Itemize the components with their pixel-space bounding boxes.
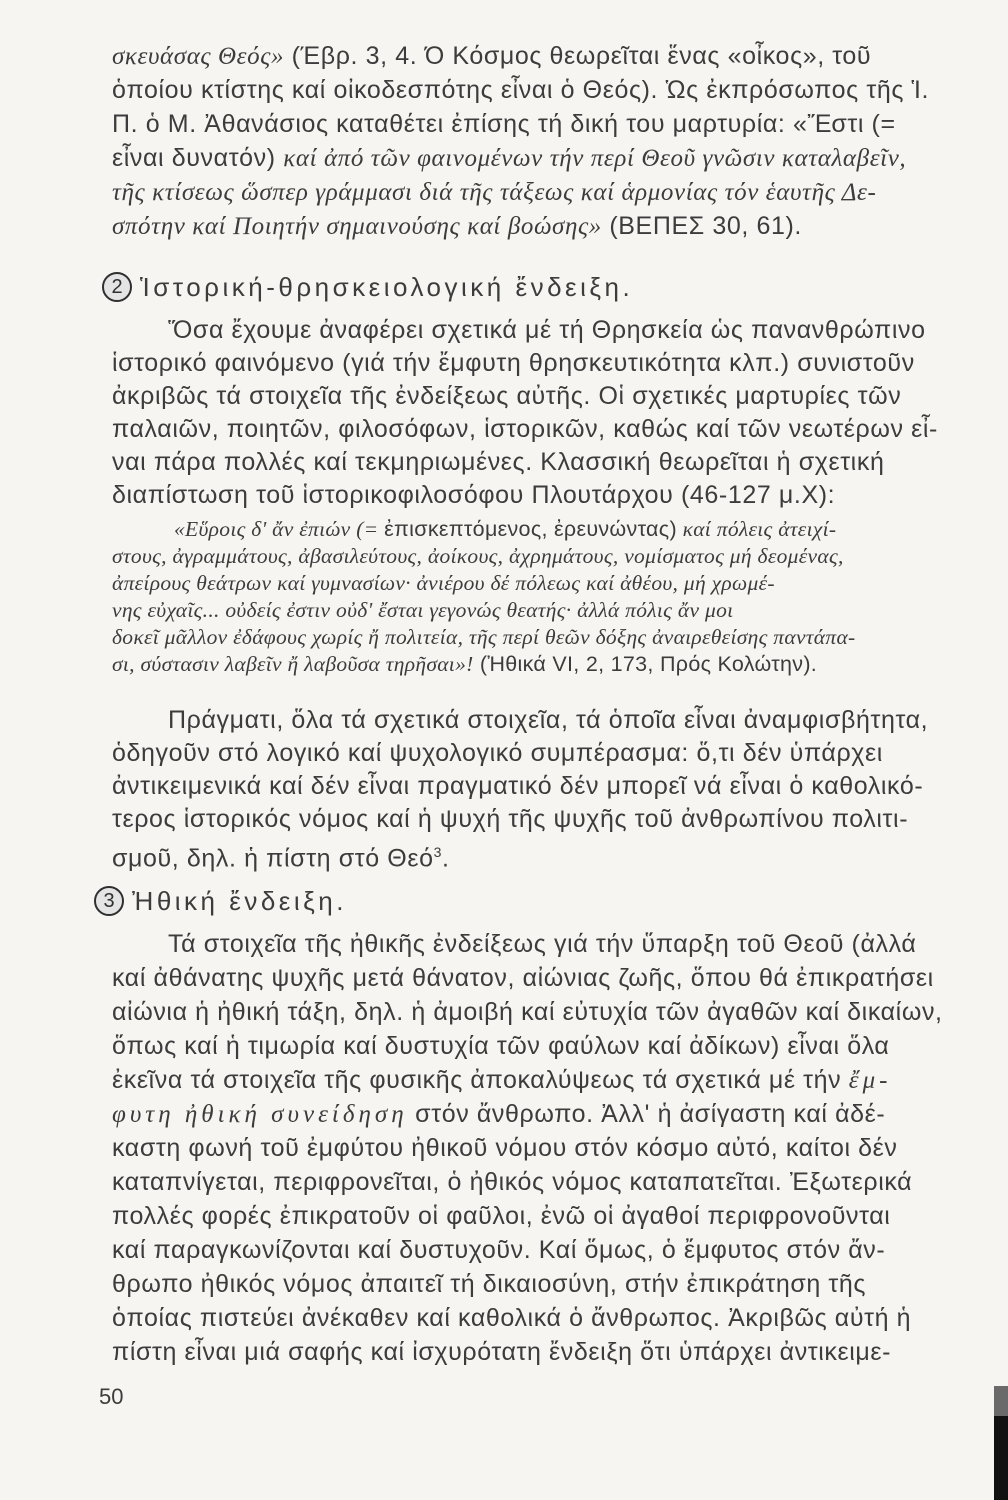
text-line: Πράγματι, ὅλα τά σχετικά στοιχεῖα, τά ὁποῖα εἶναι ἀναμφισβήτητα, — [168, 706, 929, 734]
text-line: σκευάσας Θεός» (Έβρ. 3, 4. Ό Κόσμος θεωρεῖται ἕνας «οἶκος», τοῦ — [112, 42, 872, 70]
text-line: ὅπως καί ἡ τιμωρία καί δυστυχία τῶν φαύλων καί ἀδίκων) εἶναι ὅλα — [112, 1032, 890, 1060]
text-line: σι, σύστασιν λαβεῖν ἤ λαβοῦσα τηρῆσαι»! (Ἠθικά VI, 2, 173, Πρός Κολώτην). — [112, 652, 818, 676]
text-line: τῆς κτίσεως ὥσπερ γράμμασι διά τῆς τάξεως καί ἁρμονίας τόν ἑαυτῆς Δε- — [112, 179, 877, 206]
text-line: πολλές φορές ἐπικρατοῦν οἱ φαῦλοι, ἐνῶ οἱ ἀγαθοί περιφρονοῦνται — [112, 1202, 891, 1230]
text-line: σμοῦ, δηλ. ἡ πίστη στό Θεό$^3$. — [112, 844, 450, 873]
footnote-ref: 3 — [433, 844, 442, 860]
text-line: δοκεῖ μᾶλλον ἐδάφους χωρίς ἤ πολιτεία, τῆς περί θεῶν δόξης ἀναιρεθείσης παντάπα- — [112, 625, 856, 649]
text-line: ἀκριβῶς τά στοιχεῖα τῆς ἐνδείξεως αὐτῆς. Οἱ σχετικές μαρτυρίες τῶν — [112, 382, 902, 410]
text-line: στους, ἀγραμμάτους, ἀβασιλεύτους, ἀοίκους, ἀχρημάτους, νομίσματος μή δεομένας, — [112, 544, 844, 568]
text-line: ὁποίας πιστεύει ἀνέκαθεν καί καθολικά ὁ ἄνθρωπος. Ἀκριβῶς αὐτή ἡ — [112, 1304, 912, 1332]
text-line: ἱστορικό φαινόμενο (γιά τήν ἔμφυτη θρησκευτικότητα κλπ.) συνιστοῦν — [112, 349, 915, 377]
text-line: ἀπείρους θεάτρων καί γυμνασίων· ἀνιέρου δέ πόλεως καί ἀθέου, μή χρωμέ- — [112, 571, 775, 595]
text-line: καταπνίγεται, περιφρονεῖται, ὁ ἠθικός νόμος καταπατεῖται. Ἐξωτερικά — [112, 1168, 913, 1196]
section-heading: Ἱστορική-θρησκειολογική ἔνδειξη. — [140, 272, 634, 302]
page-number: 50 — [99, 1384, 124, 1409]
text-line: ὁποίου κτίστης καί οἰκοδεσπότης εἶναι ὁ Θεός). Ὡς ἐκπρόσωπος τῆς Ἱ. — [112, 76, 930, 104]
text-line: «Εὕροις δ' ἄν ἐπιών (= ἐπισκεπτόμενος, ἐρευνώντας) καί πόλεις ἀτειχί- — [174, 517, 837, 541]
text-line: ναι πάρα πολλές καί τεκμηριωμένες. Κλασσική θεωρεῖται ἡ σχετική — [112, 448, 885, 476]
text-line: παλαιῶν, ποιητῶν, φιλοσόφων, ἱστορικῶν, καθώς καί τῶν νεωτέρων εἶ- — [112, 415, 938, 443]
text-line: αἰώνια ἡ ἠθική τάξη, δηλ. ἡ ἀμοιβή καί εὐτυχία τῶν ἀγαθῶν καί δικαίων, — [112, 998, 943, 1026]
text-line: πίστη εἶναι μιά σαφής καί ἰσχυρότατη ἔνδειξη ὅτι ὑπάρχει ἀντικειμε- — [112, 1338, 892, 1366]
text-line: φυτη ἠθική συνείδηση στόν ἄνθρωπο. Ἀλλ' ἡ ἀσίγαστη καί ἀδέ- — [112, 1100, 886, 1128]
text-line: καί παραγκωνίζονται καί δυστυχοῦν. Καί ὅμως, ὁ ἔμφυτος στόν ἄν- — [112, 1236, 886, 1264]
text-line: εἶναι δυνατόν) καί ἀπό τῶν φαινομένων τήν περί Θεοῦ γνῶσιν καταλαβεῖν, — [112, 144, 907, 172]
text-line: νης εὐχαῖς... οὐδείς ἐστιν οὐδ' ἔσται γεγονώς θεατής· ἀλλά πόλις ἄν μοι — [112, 598, 734, 622]
text-line: σπότην καί Ποιητήν σημαινούσης καί βοώσης» (ΒΕΠΕΣ 30, 61). — [112, 212, 802, 240]
text-line: διαπίστωση τοῦ ἱστορικοφιλοσόφου Πλουτάρχου (46-127 μ.Χ): — [112, 481, 836, 509]
book-spine-highlight — [994, 1386, 1008, 1416]
text-line: Π. ὁ Μ. Ἀθανάσιος καταθέτει ἐπίσης τή δική του μαρτυρία: «Ἔστι (= — [112, 110, 896, 138]
text-line: ἀντικειμενικά καί δέν εἶναι πραγματικό δέν μπορεῖ νά εἶναι ὁ καθολικό- — [112, 772, 924, 800]
text-line: ὁδηγοῦν στό λογικό καί ψυχολογικό συμπέρασμα: ὅ,τι δέν ὑπάρχει — [112, 739, 883, 767]
text-line: θρωπο ἠθικός νόμος ἀπαιτεῖ τή δικαιοσύνη, στήν ἐπικράτηση τῆς — [112, 1270, 867, 1298]
text-line: Ὅσα ἔχουμε ἀναφέρει σχετικά μέ τή Θρησκεία ὡς πανανθρώπινο — [168, 316, 926, 344]
text-line: καστη φωνή τοῦ ἐμφύτου ἠθικοῦ νόμου στόν κόσμο αὐτό, καίτοι δέν — [112, 1134, 898, 1162]
text-line: Τά στοιχεῖα τῆς ἠθικῆς ἐνδείξεως γιά τήν ὕπαρξη τοῦ Θεοῦ (ἀλλά — [168, 930, 917, 958]
text-line: τερος ἱστορικός νόμος καί ἡ ψυχή τῆς ψυχῆς τοῦ ἀνθρωπίνου πολιτι- — [112, 805, 909, 833]
section-number-marker: 2 — [102, 272, 132, 302]
text-line: καί ἀθάνατης ψυχῆς μετά θάνατον, αἰώνιας ζωῆς, ὅπου θά ἐπικρατήσει — [112, 964, 934, 992]
section-number-marker: 3 — [94, 886, 124, 916]
text-line: ἐκεῖνα τά στοιχεῖα τῆς φυσικῆς ἀποκαλύψεως τά σχετικά μέ τήν ἔμ- — [112, 1066, 892, 1094]
section-heading: Ἠθική ἔνδειξη. — [132, 886, 347, 916]
